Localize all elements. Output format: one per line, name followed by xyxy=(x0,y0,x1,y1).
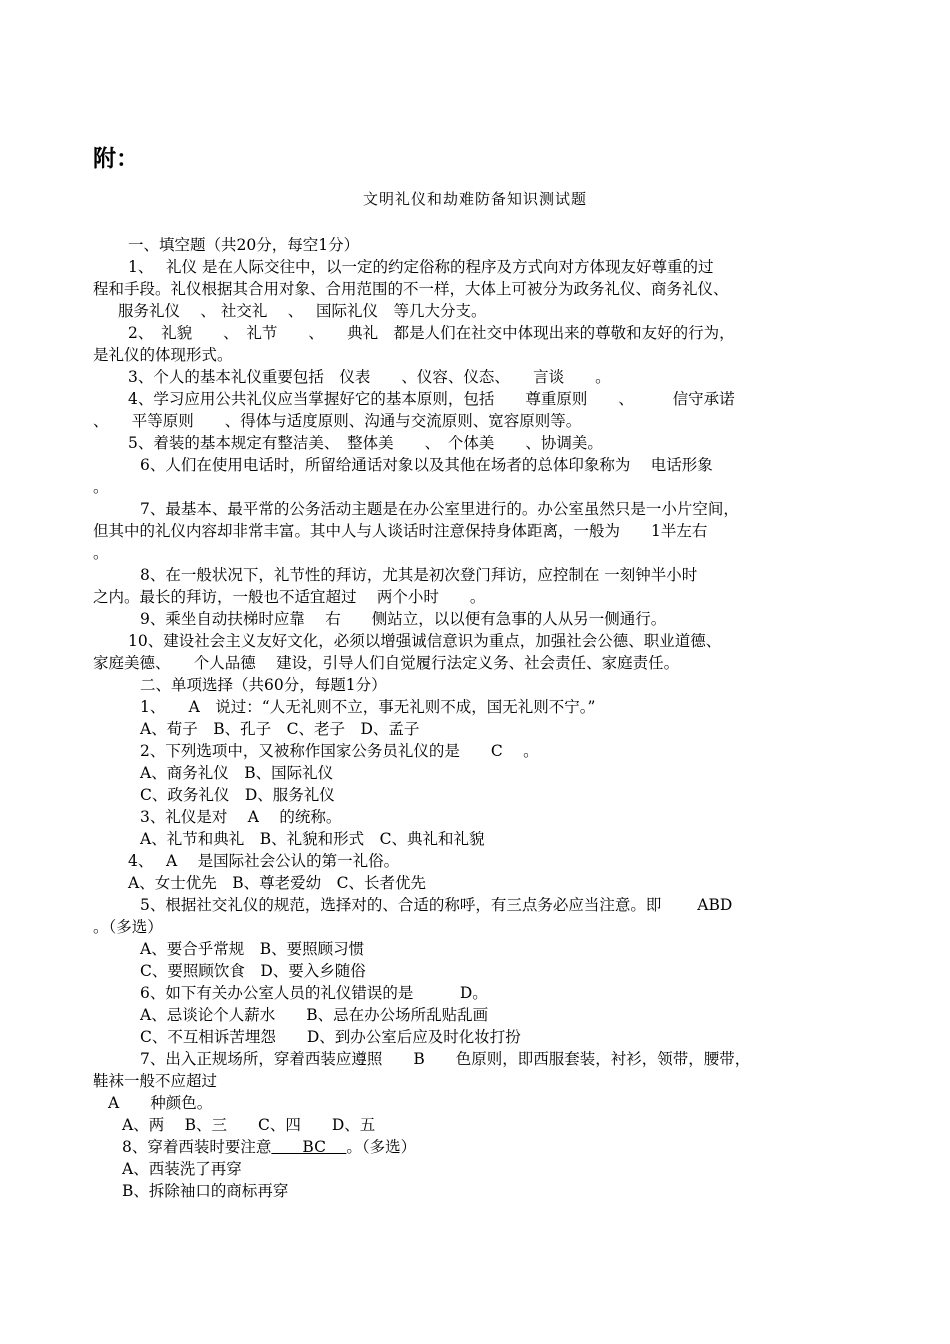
text-line: 10、建设社会主义友好文化，必须以增强诚信意识为重点，加强社会公德、职业道德、 xyxy=(128,632,722,650)
question-line: 2、下列选项中，又被称作国家公务员礼仪的是 C 。 xyxy=(140,742,539,760)
text-line: 3、个人的基本礼仪重要包括 仪表 、仪容、仪态、 言谈 。 xyxy=(128,368,611,386)
text-line: 7、最基本、最平常的公务活动主题是在办公室里进行的。办公室虽然只是一小片空间， xyxy=(140,500,739,518)
question-line: 4、 A 是国际社会公认的第一礼俗。 xyxy=(128,852,400,870)
text-line: 2、 礼貌 、 礼节 、 典礼 都是人们在社交中体现出来的尊敬和友好的行为， xyxy=(128,324,735,342)
text-line: 家庭美德、 个人品德 建设，引导人们自觉履行法定义务、社会责任、家庭责任。 xyxy=(93,654,680,672)
option-line: A、两 B、三 C、四 D、五 xyxy=(122,1116,376,1134)
option-line: C、政务礼仪 D、服务礼仪 xyxy=(140,786,335,804)
text-line: 是礼仪的体现形式。 xyxy=(93,346,233,364)
question-line: 7、出入正规场所，穿着西装应遵照 B 色原则，即西服套装，衬衫，领带，腰带， xyxy=(140,1050,751,1068)
text-line: 之内。最长的拜访，一般也不适宜超过 两个小时 。 xyxy=(93,588,486,606)
appendix-heading: 附： xyxy=(93,145,139,172)
text-line: 。（多选） xyxy=(93,918,163,936)
option-line: A、忌谈论个人薪水 B、忌在办公场所乱贴乱画 xyxy=(140,1006,489,1024)
text-line: A 种颜色。 xyxy=(108,1094,213,1112)
text-line: 服务礼仪 、 社交礼 、 国际礼仪 等几大分支。 xyxy=(118,302,487,320)
option-line: A、女士优先 B、尊老爱幼 C、长者优先 xyxy=(128,874,426,892)
text-line: 、 平等原则 、得体与适度原则、沟通与交流原则、宽容原则等。 xyxy=(93,412,582,430)
option-line: B、拆除袖口的商标再穿 xyxy=(122,1182,289,1200)
text-line: 。 xyxy=(93,544,109,562)
question-line: 1、 A 说过：“人无礼则不立，事无礼则不成，国无礼则不宁。” xyxy=(140,698,596,716)
section-heading-fill-blank: 一、填空题（共20分，每空1分） xyxy=(128,236,360,254)
option-line: A、商务礼仪 B、国际礼仪 xyxy=(140,764,334,782)
text-line: 6、人们在使用电话时，所留给通话对象以及其他在场者的总体印象称为 电话形象 xyxy=(140,456,713,474)
option-line: C、要照顾饮食 D、要入乡随俗 xyxy=(140,962,366,980)
text-line: 。 xyxy=(93,478,109,496)
question-line xyxy=(122,1137,416,1157)
question-line: 3、礼仪是对 A 的统称。 xyxy=(140,808,342,826)
question-prefix: 8、穿着西装时要注意 xyxy=(122,1138,272,1156)
document-title: 文明礼仪和劫难防备知识测试题 xyxy=(362,190,587,208)
section-heading-single-choice: 二、单项选择（共60分，每题1分） xyxy=(140,676,387,694)
option-line: A、要合乎常规 B、要照顾习惯 xyxy=(140,940,365,958)
text-line: 4、学习应用公共礼仪应当掌握好它的基本原则，包括 尊重原则 、 信守承诺 xyxy=(128,390,735,408)
option-line: A、礼节和典礼 B、礼貌和形式 C、典礼和礼貌 xyxy=(140,830,485,848)
text-line: 8、在一般状况下，礼节性的拜访，尤其是初次登门拜访，应控制在 一刻钟半小时 xyxy=(140,566,698,584)
text-line: 鞋袜一般不应超过 xyxy=(93,1072,218,1090)
text-line: 5、着装的基本规定有整洁美、 整体美 、 个体美 、协调美。 xyxy=(128,434,603,452)
question-line: 5、根据社交礼仪的规范，选择对的、合适的称呼，有三点务必应当注意。即 ABD xyxy=(140,896,733,914)
text-line: 9、乘坐自动扶梯时应靠 右 侧站立，以以便有急事的人从另一侧通行。 xyxy=(140,610,667,628)
option-line: A、西装洗了再穿 xyxy=(122,1160,242,1178)
question-suffix: 。（多选） xyxy=(346,1138,417,1156)
answer-blank xyxy=(271,1138,346,1156)
option-line: C、不互相诉苦埋怨 D、到办公室后应及时化妆打扮 xyxy=(140,1028,521,1046)
text-line: 1、 礼仪 是在人际交往中，以一定的约定俗称的程序及方式向对方体现友好尊重的过 xyxy=(128,258,714,276)
answer-text: BC xyxy=(302,1138,326,1156)
text-line: 程和手段。礼仪根据其合用对象、合用范围的不一样，大体上可被分为政务礼仪、商务礼仪、 xyxy=(93,280,729,298)
text-line: 但其中的礼仪内容却非常丰富。其中人与人谈话时注意保持身体距离，一般为 1半左右 xyxy=(93,522,708,540)
option-line: A、荀子 B、孔子 C、老子 D、孟子 xyxy=(140,720,420,738)
question-line: 6、如下有关办公室人员的礼仪错误的是 D。 xyxy=(140,984,488,1002)
